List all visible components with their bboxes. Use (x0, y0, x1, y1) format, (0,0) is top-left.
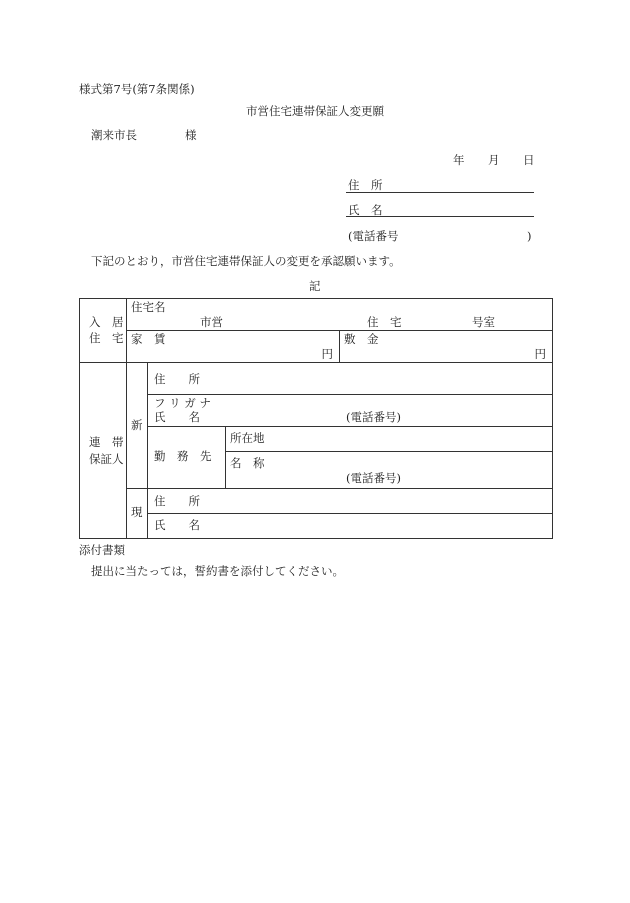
rent-cell[interactable] (127, 331, 340, 363)
form-title: 市営住宅連帯保証人変更願 (246, 104, 384, 118)
new-name-cell[interactable] (148, 395, 553, 427)
ki-heading: 記 (309, 279, 321, 293)
deposit-unit: 円 (534, 347, 546, 361)
date-year: 年 (453, 153, 465, 167)
current-header-cell (127, 489, 148, 539)
new-address-label: 住 所 (154, 372, 200, 386)
new-name-label: 氏 名 (154, 410, 200, 424)
housing-name-row (80, 299, 553, 331)
workplace-header-cell (148, 427, 226, 489)
new-address-row (80, 363, 553, 395)
applicant-name-label: 氏 名 (348, 203, 383, 217)
applicant-address-label: 住 所 (348, 178, 383, 192)
housing-name-label: 住宅名 (131, 300, 166, 314)
workplace-name-label: 名 称 (230, 456, 265, 470)
housing-label: 住 宅 (367, 315, 402, 329)
applicant-phone-label: (電話番号 (348, 229, 399, 243)
workplace-name-cell[interactable] (226, 452, 553, 489)
workplace-location-row (80, 427, 553, 452)
applicant-address-line[interactable] (346, 192, 534, 193)
new-phone-label: (電話番号) (346, 410, 401, 424)
rent-row (80, 331, 553, 363)
current-address-cell[interactable] (148, 489, 553, 514)
date-day: 日 (523, 153, 535, 167)
current-address-row (80, 489, 553, 514)
housing-name-cell[interactable] (127, 299, 553, 331)
new-name-row (80, 395, 553, 427)
deposit-cell[interactable] (340, 331, 553, 363)
applicant-name-line[interactable] (346, 216, 534, 217)
deposit-label: 敷 金 (344, 332, 379, 346)
intro-text: 下記のとおり，市営住宅連帯保証人の変更を承認願います。 (91, 254, 401, 268)
new-label: 新 (131, 418, 143, 432)
current-address-label: 住 所 (154, 494, 200, 508)
workplace-location-label: 所在地 (230, 431, 265, 445)
date-month: 月 (488, 153, 500, 167)
guarantor-header-cell (80, 363, 127, 539)
guarantor-label-2: 保証人 (89, 452, 124, 466)
rent-unit: 円 (321, 347, 333, 361)
residence-label-1: 入 居 (89, 315, 124, 329)
residence-header-cell (80, 299, 127, 363)
current-label: 現 (131, 505, 143, 519)
guarantor-form-table (79, 298, 553, 539)
new-header-cell (127, 363, 148, 489)
form-number: 様式第7号(第7条関係) (79, 82, 195, 96)
rent-label: 家 賃 (131, 332, 166, 346)
city-housing-label: 市営 (200, 315, 223, 329)
addressee-suffix: 様 (185, 128, 197, 142)
workplace-label: 勤 務 先 (154, 449, 212, 463)
workplace-location-cell[interactable] (226, 427, 553, 452)
current-name-label: 氏 名 (154, 518, 200, 532)
attachments-text: 提出に当たっては，誓約書を添付してください。 (91, 564, 344, 578)
current-name-row (80, 514, 553, 539)
applicant-phone-close: ) (527, 229, 532, 243)
furigana-label: フ リ ガ ナ (154, 396, 211, 410)
addressee: 潮来市長 (91, 128, 137, 142)
residence-label-2: 住 宅 (89, 331, 124, 345)
workplace-phone-label: (電話番号) (346, 471, 401, 485)
attachments-heading: 添付書類 (79, 543, 125, 557)
room-label: 号室 (472, 315, 495, 329)
new-address-cell[interactable] (148, 363, 553, 395)
current-name-cell[interactable] (148, 514, 553, 539)
guarantor-label-1: 連 帯 (89, 435, 124, 449)
